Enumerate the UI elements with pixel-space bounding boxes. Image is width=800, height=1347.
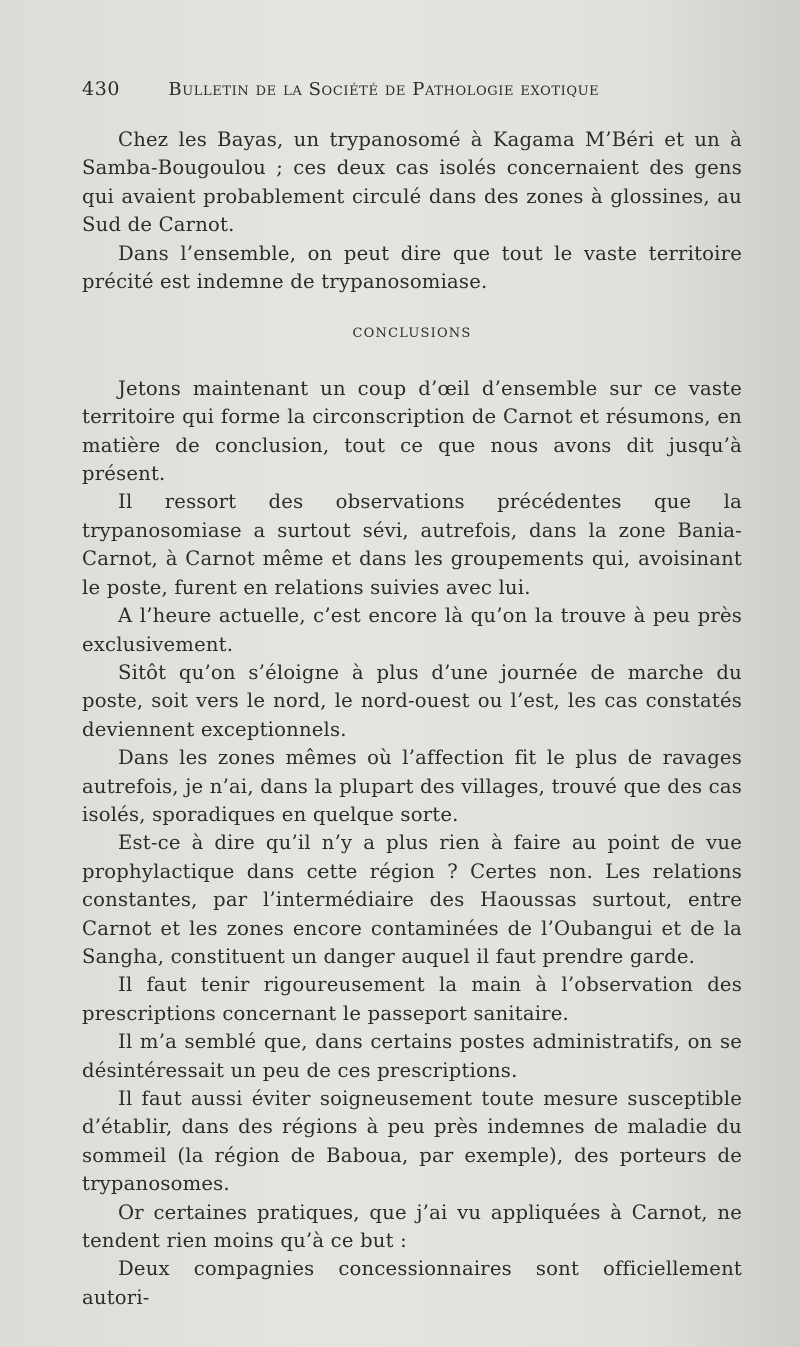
page-number: 430 [82,78,121,100]
paragraph: Jetons maintenant un coup d’œil d’ensemble sur ce vaste territoire qui forme la circonscription de Carnot et résumons, en matière de conclusion, tout ce que nous avons dit jusqu’à présent. [82,376,742,486]
running-title: Bulletin de la Société de Pathologie exotique [168,79,600,100]
paragraph: Dans l’ensemble, on peut dire que tout le vaste territoire précité est indemne de trypanosomiase. [82,241,742,294]
section-heading: CONCLUSIONS [352,326,472,342]
paragraph: Sitôt qu’on s’éloigne à plus d’une journée de marche du poste, soit vers le nord, le nord-ouest ou l’est, les cas constatés deviennent exceptionnels. [82,660,742,741]
paragraph: Dans les zones mêmes où l’affection fit le plus de ravages autrefois, je n’ai, dans la plupart des villages, trouvé que des cas isolés, sporadiques en quelque sorte. [82,746,742,826]
paragraph: Il faut aussi éviter soigneusement toute mesure susceptible d’établir, dans des régions à peu près indemnes de maladie du sommeil (la région de Baboua, par exemple), des porteurs de trypanosomes. [82,1087,742,1196]
paragraph: Est-ce à dire qu’il n’y a plus rien à faire au point de vue prophylactique dans cette région ? Certes non. Les relations constantes, par l’intermédiaire des Haoussas surtout, entre Carnot et les zones encore contaminées de l’Oubangui et de la Sangha, constituent un danger auquel il faut prendre garde. [82,831,742,968]
paragraph: Il m’a semblé que, dans certains postes administratifs, on se désintéressait un peu de ces prescriptions. [82,1030,742,1082]
body-text [82,126,742,1312]
page-header [82,78,740,100]
paragraph: Or certaines pratiques, que j’ai vu appliquées à Carnot, ne tendent rien moins qu’à ce but : [82,1200,742,1253]
paragraph: Il ressort des observations précédentes que la trypanosomiase a surtout sévi, autrefois, dans la zone Bania-Carnot, à Carnot même et dans les groupements qui, avoisinant le poste, furent en relations suivies avec lui. [82,490,742,599]
paragraph: Chez les Bayas, un trypanosomé à Kagama M’Béri et un à Samba-Bougoulou ; ces deux cas isolés concernaient des gens qui avaient probablement circulé dans des zones à glossines, au Sud de Carnot. [82,128,742,237]
paragraph: Il faut tenir rigoureusement la main à l’observation des prescriptions concernant le passeport sanitaire. [82,973,742,1025]
paragraph: A l’heure actuelle, c’est encore là qu’on la trouve à peu près exclusivement. [82,604,742,656]
paragraph: Deux compagnies concessionnaires sont officiellement autori- [82,1257,742,1309]
